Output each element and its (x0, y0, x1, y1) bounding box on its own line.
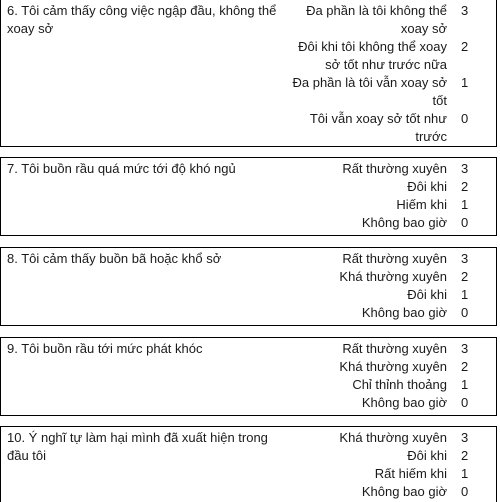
answer-label: Khá thường xuyên (339, 269, 447, 284)
answer-option (291, 178, 496, 196)
answer-label: Không bao giờ (361, 215, 447, 230)
answer-option (291, 2, 496, 38)
answer-label: Khá thường xuyên (339, 359, 447, 374)
question-text: 10. Ý nghĩ tự làm hại mình đã xuất hiện trong đầu tôi (7, 430, 268, 463)
answer-label: Đôi khi (407, 448, 447, 463)
answer-option (291, 110, 496, 146)
answer-score: 2 (461, 269, 469, 284)
answer-label: Khá thường xuyên (339, 430, 447, 445)
answer-option (291, 268, 496, 286)
answer-label: Hiếm khi (396, 197, 447, 212)
answer-option (291, 38, 496, 74)
answer-options (291, 427, 496, 501)
question-text: 8. Tôi cảm thấy buồn bã hoặc khổ sở (7, 251, 222, 266)
answer-label: Rất thường xuyên (342, 341, 447, 356)
answer-label: Đa phần là tôi không thể xoay sở (306, 3, 447, 36)
answer-label: Không bao giờ (361, 305, 447, 320)
question-block (0, 337, 497, 416)
answer-label: Rất hiếm khi (374, 466, 447, 481)
answer-score: 2 (461, 448, 469, 463)
answer-score: 1 (461, 377, 469, 392)
answer-score: 0 (461, 395, 469, 410)
answer-label: Đôi khi (407, 179, 447, 194)
answer-score: 3 (461, 161, 469, 176)
answer-label: Không bao giờ (361, 395, 447, 410)
answer-option (291, 429, 496, 447)
question-block (0, 157, 497, 236)
answer-label: Tôi vẫn xoay sở tốt như trước (309, 111, 447, 144)
answer-options (291, 338, 496, 412)
answer-score: 1 (461, 287, 469, 302)
answer-score: 0 (461, 305, 469, 320)
answer-option (291, 304, 496, 322)
answer-score: 1 (461, 466, 469, 481)
question-text: 7. Tôi buồn rầu quá mức tới độ khó ngủ (7, 161, 236, 176)
answer-label: Rất thường xuyên (342, 251, 447, 266)
answer-label: Chỉ thỉnh thoảng (352, 377, 447, 392)
answer-option (291, 214, 496, 232)
answer-option (291, 250, 496, 268)
answer-score: 2 (461, 359, 469, 374)
answer-score: 1 (461, 197, 469, 212)
answer-score: 0 (461, 484, 469, 499)
answer-option (291, 286, 496, 304)
answer-label: Rất thường xuyên (342, 161, 447, 176)
question-text: 9. Tôi buồn rầu tới mức phát khóc (7, 341, 203, 356)
answer-score: 3 (461, 341, 469, 356)
answer-score: 2 (461, 179, 469, 194)
answer-option (291, 394, 496, 412)
question-block (0, 426, 497, 502)
answer-label: Đa phần là tôi vẫn xoay sở tốt (292, 75, 447, 108)
answer-score: 0 (461, 111, 469, 126)
question-block (0, 0, 497, 147)
answer-score: 3 (461, 251, 469, 266)
answer-score: 1 (461, 75, 469, 90)
question-block (0, 247, 497, 326)
answer-option (291, 358, 496, 376)
answer-score: 2 (461, 39, 469, 54)
answer-option (291, 196, 496, 214)
question-text: 6. Tôi cảm thấy công việc ngập đầu, không thể xoay sở (7, 3, 277, 36)
answer-label: Đôi khi tôi không thể xoay sở tốt như trước nữa (298, 39, 447, 72)
answer-score: 0 (461, 215, 469, 230)
answer-options (291, 158, 496, 232)
answer-options (291, 248, 496, 322)
answer-option (291, 447, 496, 465)
answer-option (291, 340, 496, 358)
answer-option (291, 483, 496, 501)
answer-label: Không bao giờ (361, 484, 447, 499)
answer-score: 3 (461, 430, 469, 445)
answer-option (291, 376, 496, 394)
answer-option (291, 160, 496, 178)
answer-option (291, 465, 496, 483)
answer-options (291, 0, 496, 146)
answer-label: Đôi khi (407, 287, 447, 302)
answer-score: 3 (461, 3, 469, 18)
answer-option (291, 74, 496, 110)
